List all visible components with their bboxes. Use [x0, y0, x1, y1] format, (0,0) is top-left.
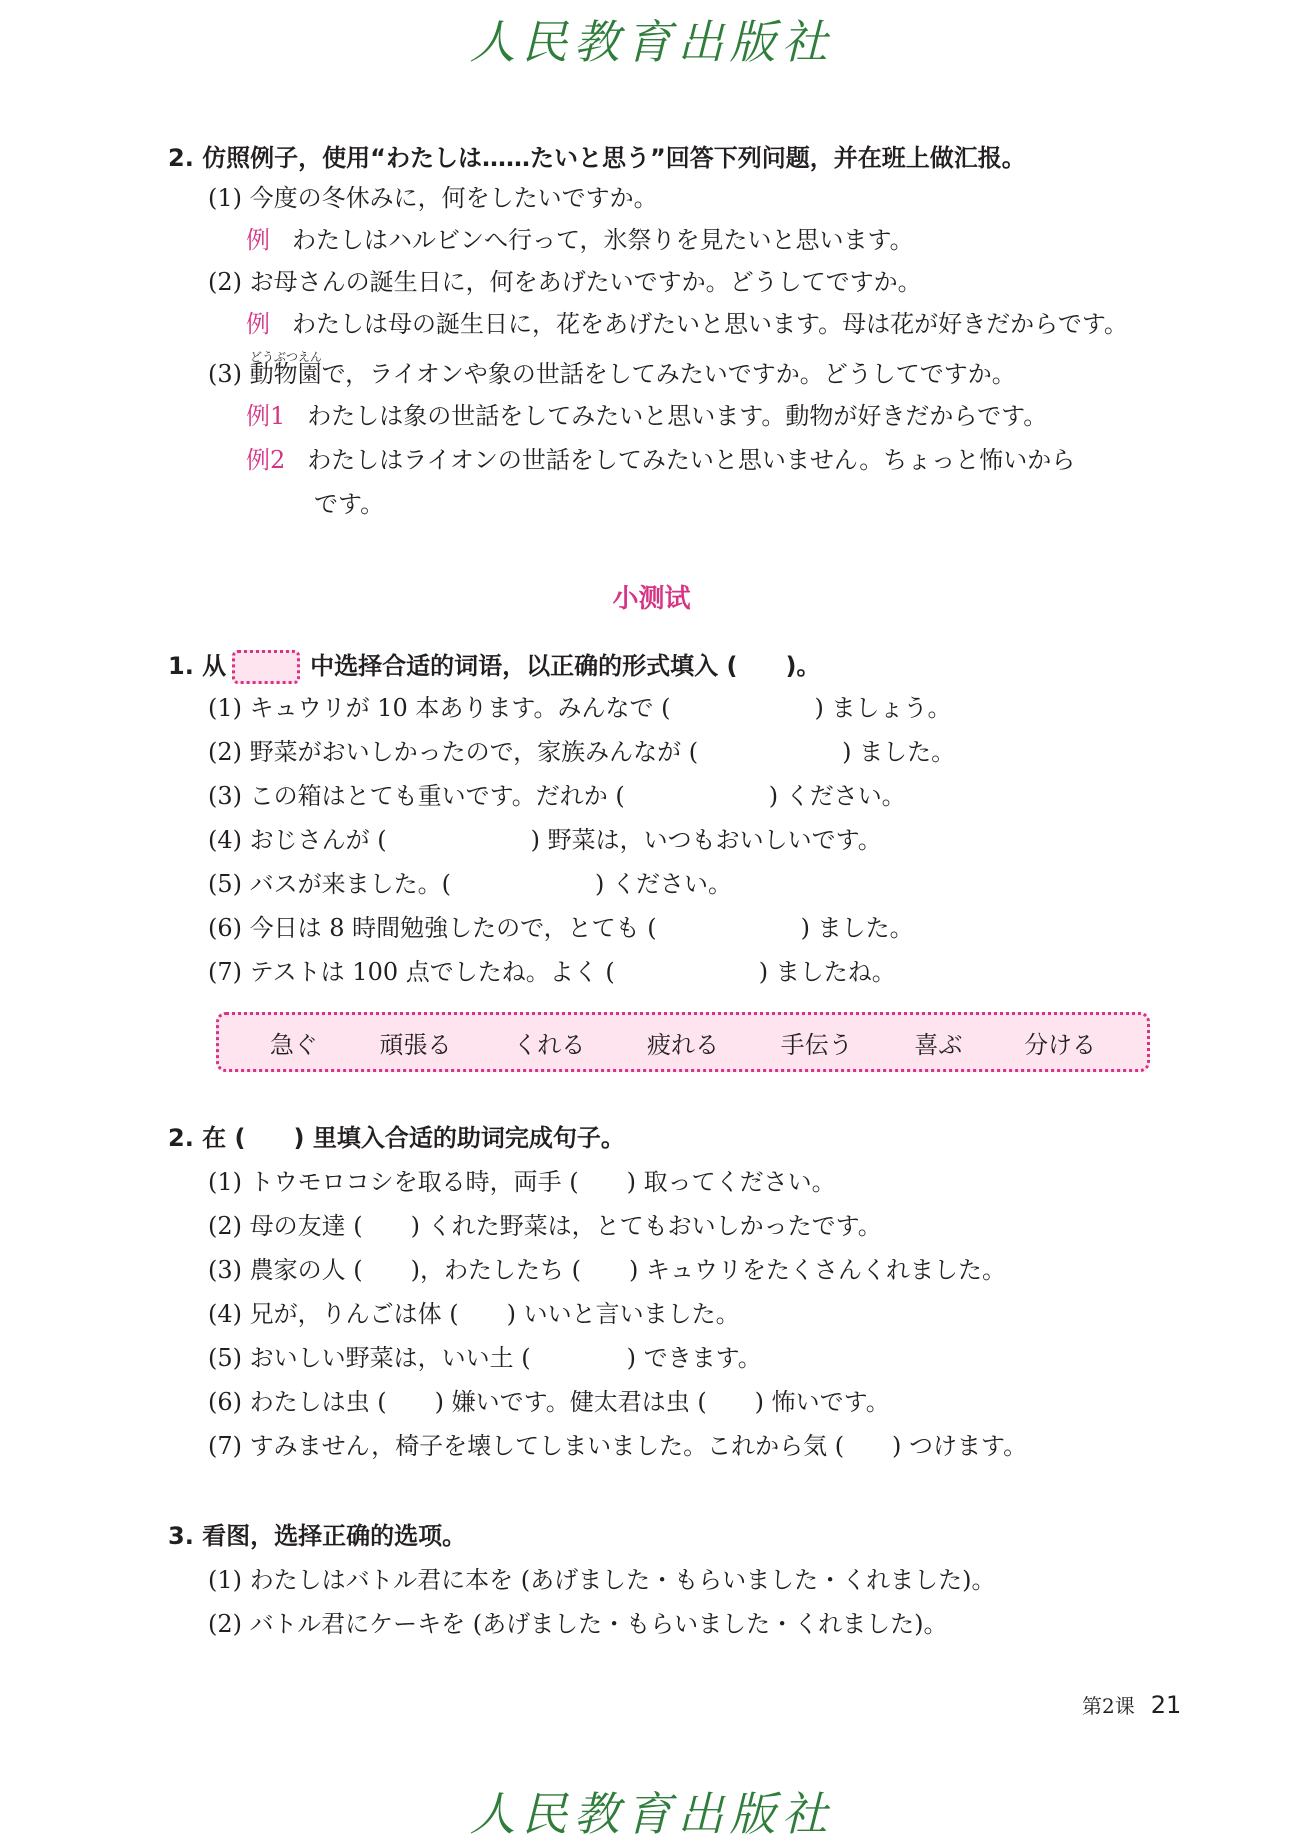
quiz-2-item-7: (7) すみません，椅子を壊してしまいました。これから気 ( ) つけます。 — [208, 1432, 1028, 1460]
quiz-1-item-3: (3) この箱はとても重いです。だれか ( ) ください。 — [208, 782, 906, 810]
example-text: わたしはハルビンへ行って，氷祭りを見たいと思います。 — [292, 226, 914, 254]
publisher-logo-top: 人民教育出版社 — [469, 15, 834, 69]
example-label: 例2 — [246, 446, 286, 474]
quiz-1-item-5: (5) バスが来ました。( ) ください。 — [208, 870, 732, 898]
quiz-1-item-7: (7) テストは 100 点でしたね。よく ( ) ましたね。 — [208, 958, 896, 986]
publisher-logo-bottom: 人民教育出版社 — [469, 1787, 834, 1841]
word-bank-item: 頑張る — [379, 1030, 452, 1059]
example-1 — [246, 222, 914, 258]
example-label: 例1 — [246, 402, 286, 430]
quiz-part-2-heading: 2. 在 ( ) 里填入合适的助词完成句子。 — [168, 1124, 625, 1152]
heading-suffix: 中选择合适的词语，以正确的形式填入 ( )。 — [310, 652, 821, 680]
quiz-2-item-6: (6) わたしは虫 ( ) 嫌いです。健太君は虫 ( ) 怖いです。 — [208, 1388, 890, 1416]
word-bank-item: 喜ぶ — [914, 1030, 963, 1059]
example-label: 例 — [246, 226, 270, 254]
page-number: 21 — [1150, 1691, 1182, 1719]
word-bank-item: 疲れる — [646, 1030, 719, 1059]
quiz-1-item-4: (4) おじさんが ( ) 野菜は，いつもおいしいです。 — [208, 826, 882, 854]
word-bank-item: くれる — [513, 1030, 586, 1059]
example-3-1 — [246, 398, 1047, 434]
quiz-2-item-2: (2) 母の友達 ( ) くれた野菜は，とてもおいしかったです。 — [208, 1212, 882, 1240]
example-text: わたしは母の誕生日に，花をあげたいと思います。母は花が好きだからです。 — [292, 310, 1128, 338]
heading-prefix: 1. 从 — [168, 652, 227, 680]
quiz-2-item-4: (4) 兄が，りんごは体 ( ) いいと言いました。 — [208, 1300, 740, 1328]
word-bank-reference-box — [232, 650, 300, 684]
quiz-3-item-1: (1) わたしはバトル君に本を (あげました・もらいました・くれました)。 — [208, 1566, 996, 1594]
word-bank-item: 急ぐ — [269, 1030, 318, 1059]
quiz-1-item-6: (6) 今日は 8 時間勉強したので，とても ( ) ました。 — [208, 914, 914, 942]
quiz-title: 小测试 — [612, 584, 691, 614]
quiz-2-item-3: (3) 農家の人 ( )，わたしたち ( ) キュウリをたくさんくれました。 — [208, 1256, 1006, 1284]
quiz-part-3-heading: 3. 看图，选择正确的选项。 — [168, 1522, 467, 1550]
quiz-2-item-1: (1) トウモロコシを取る時，両手 ( ) 取ってください。 — [208, 1168, 836, 1196]
question-2: (2) お母さんの誕生日に，何をあげたいですか。どうしてですか。 — [208, 268, 922, 296]
example-3-2 — [246, 442, 1075, 478]
word-bank — [216, 1012, 1150, 1072]
example-3-2-continued: です。 — [314, 490, 385, 518]
lesson-label: 第2课 — [1082, 1694, 1135, 1718]
example-2 — [246, 306, 1128, 342]
quiz-2-item-5: (5) おいしい野菜は，いい土 ( ) できます。 — [208, 1344, 762, 1372]
exercise-2-heading: 2. 仿照例子，使用“わたしは……たいと思う”回答下列问题，并在班上做汇报。 — [168, 144, 1026, 172]
example-text: わたしはライオンの世話をしてみたいと思いません。ちょっと怖いから — [307, 446, 1076, 474]
quiz-1-item-1: (1) キュウリが 10 本あります。みんなで ( ) ましょう。 — [208, 694, 952, 722]
quiz-part-1-heading — [168, 648, 820, 684]
question-3: (3) 動物園で，ライオンや象の世話をしてみたいですか。どうしてですか。 — [208, 360, 1016, 388]
example-text: わたしは象の世話をしてみたいと思います。動物が好きだからです。 — [307, 402, 1048, 430]
furigana-doubutsuen: どうぶつえん — [250, 350, 323, 364]
word-bank-item: 手伝う — [780, 1030, 853, 1059]
quiz-1-item-2: (2) 野菜がおいしかったので，家族みんなが ( ) ました。 — [208, 738, 956, 766]
example-label: 例 — [246, 310, 270, 338]
question-1: (1) 今度の冬休みに，何をしたいですか。 — [208, 184, 658, 212]
quiz-3-item-2: (2) バトル君にケーキを (あげました・もらいました・くれました)。 — [208, 1610, 948, 1638]
page-footer — [1082, 1690, 1181, 1719]
word-bank-item: 分ける — [1024, 1030, 1097, 1059]
